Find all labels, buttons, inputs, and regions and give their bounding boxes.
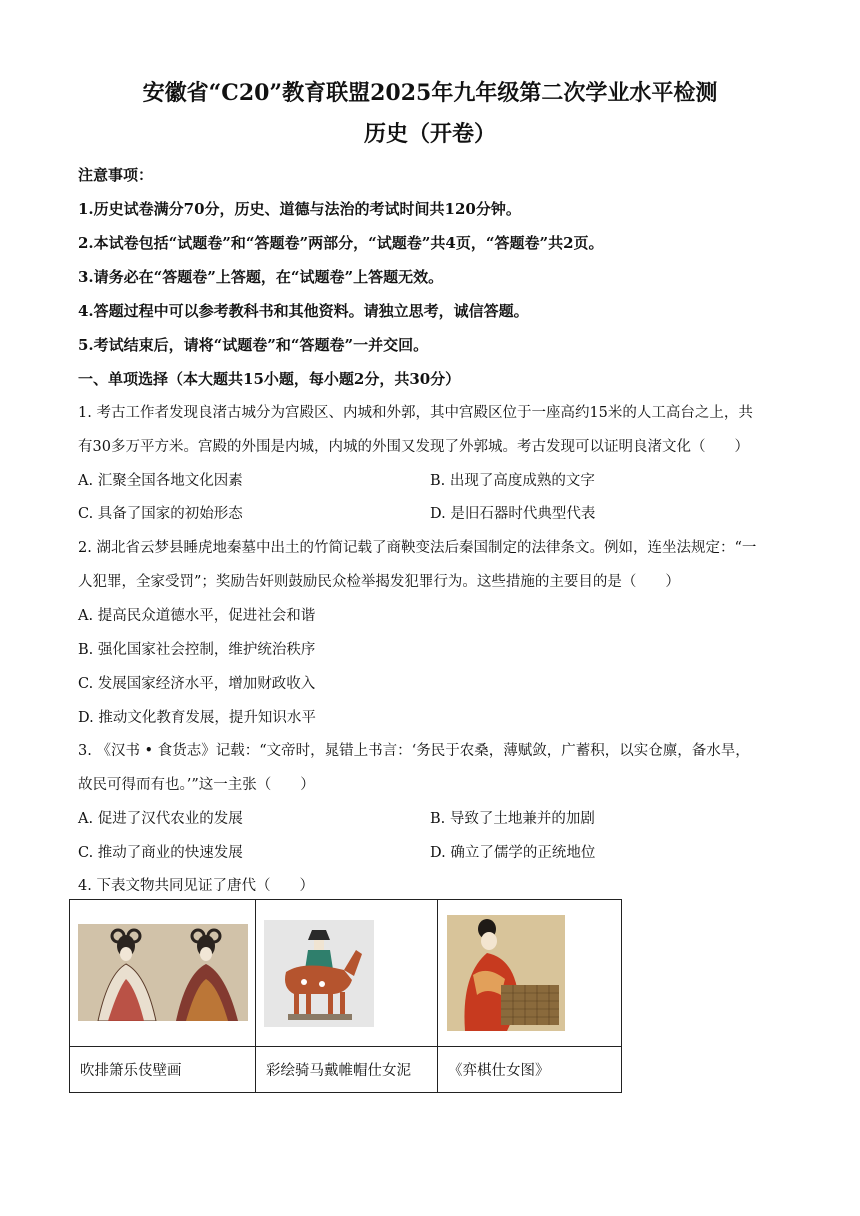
option-a: A. 汇聚全国各地文化因素 [78,473,243,489]
notice-item: 1.历史试卷满分70分，历史、道德与法治的考试时间共120分钟。 [78,200,521,218]
question-stem: 2. 湖北省云梦县睡虎地秦墓中出土的竹简记载了商鞅变法后秦国制定的法律条文。例如，连坐法规定：“一 [78,540,757,556]
question-stem: 1. 考古工作者发现良渚古城分为宫殿区、内城和外郭，其中宫殿区位于一座高约15米的人工高台之上，共 [78,405,753,421]
mural-image [78,924,248,1021]
notice-item: 3.请务必在“答题卷”上答题，在“试题卷”上答题无效。 [78,268,444,286]
option-c: C. 具备了国家的初始形态 [78,506,243,522]
option-d: D. 是旧石器时代典型代表 [430,506,596,522]
notice-heading: 注意事项： [78,166,154,184]
question-stem: 3. 《汉书 • 食货志》记载：“文帝时，晁错上书言：‘务民于农桑，薄赋敛，广蓄积，以实仓廪，备水旱， [78,743,750,759]
question-stem: 4. 下表文物共同见证了唐代（ ） [78,878,314,894]
option-b: B. 强化国家社会控制，维护统治秩序 [78,642,316,658]
option-d: D. 确立了儒学的正统地位 [430,845,596,861]
artifact-image-cell [438,900,622,1047]
artifact-caption: 吹排箫乐伎壁画 [70,1047,256,1093]
option-a: A. 提高民众道德水平，促进社会和谐 [78,608,316,624]
exam-subtitle: 历史（开卷） [363,121,496,147]
option-b: B. 出现了高度成熟的文字 [430,473,595,489]
option-c: C. 推动了商业的快速发展 [78,845,243,861]
option-d: D. 推动文化教育发展，提升知识水平 [78,710,316,726]
notice-item: 4.答题过程中可以参考教科书和其他资料。请独立思考，诚信答题。 [78,302,529,320]
exam-title: 安徽省“C20”教育联盟2025年九年级第二次学业水平检测 [142,80,718,106]
question-stem: 故民可得而有也。’”这一主张（ ） [78,777,315,793]
question-stem: 有30多万平方米。宫殿的外围是内城，内城的外围又发现了外郭城。考古发现可以证明良渚文化（ ） [78,439,749,455]
section-heading: 一、单项选择（本大题共15小题，每小题2分，共30分） [78,370,461,388]
artifact-image-cell [70,900,256,1047]
artifact-image-cell [256,900,438,1047]
notice-item: 5.考试结束后，请将“试题卷”和“答题卷”一并交回。 [78,336,429,354]
notice-item: 2.本试卷包括“试题卷”和“答题卷”两部分，“试题卷”共4页，“答题卷”共2页。 [78,234,604,252]
option-c: C. 发展国家经济水平，增加财政收入 [78,676,316,692]
question-stem: 人犯罪，全家受罚”；奖励告奸则鼓励民众检举揭发犯罪行为。这些措施的主要目的是（ ） [78,574,680,590]
figurine-image [264,920,374,1027]
option-a: A. 促进了汉代农业的发展 [78,811,243,827]
artifact-caption: 《弈棋仕女图》 [438,1047,622,1093]
option-b: B. 导致了土地兼并的加剧 [430,811,595,827]
artifact-table [69,899,622,1093]
artifact-caption: 彩绘骑马戴帷帽仕女泥 [256,1047,438,1093]
painting-image [447,915,565,1031]
